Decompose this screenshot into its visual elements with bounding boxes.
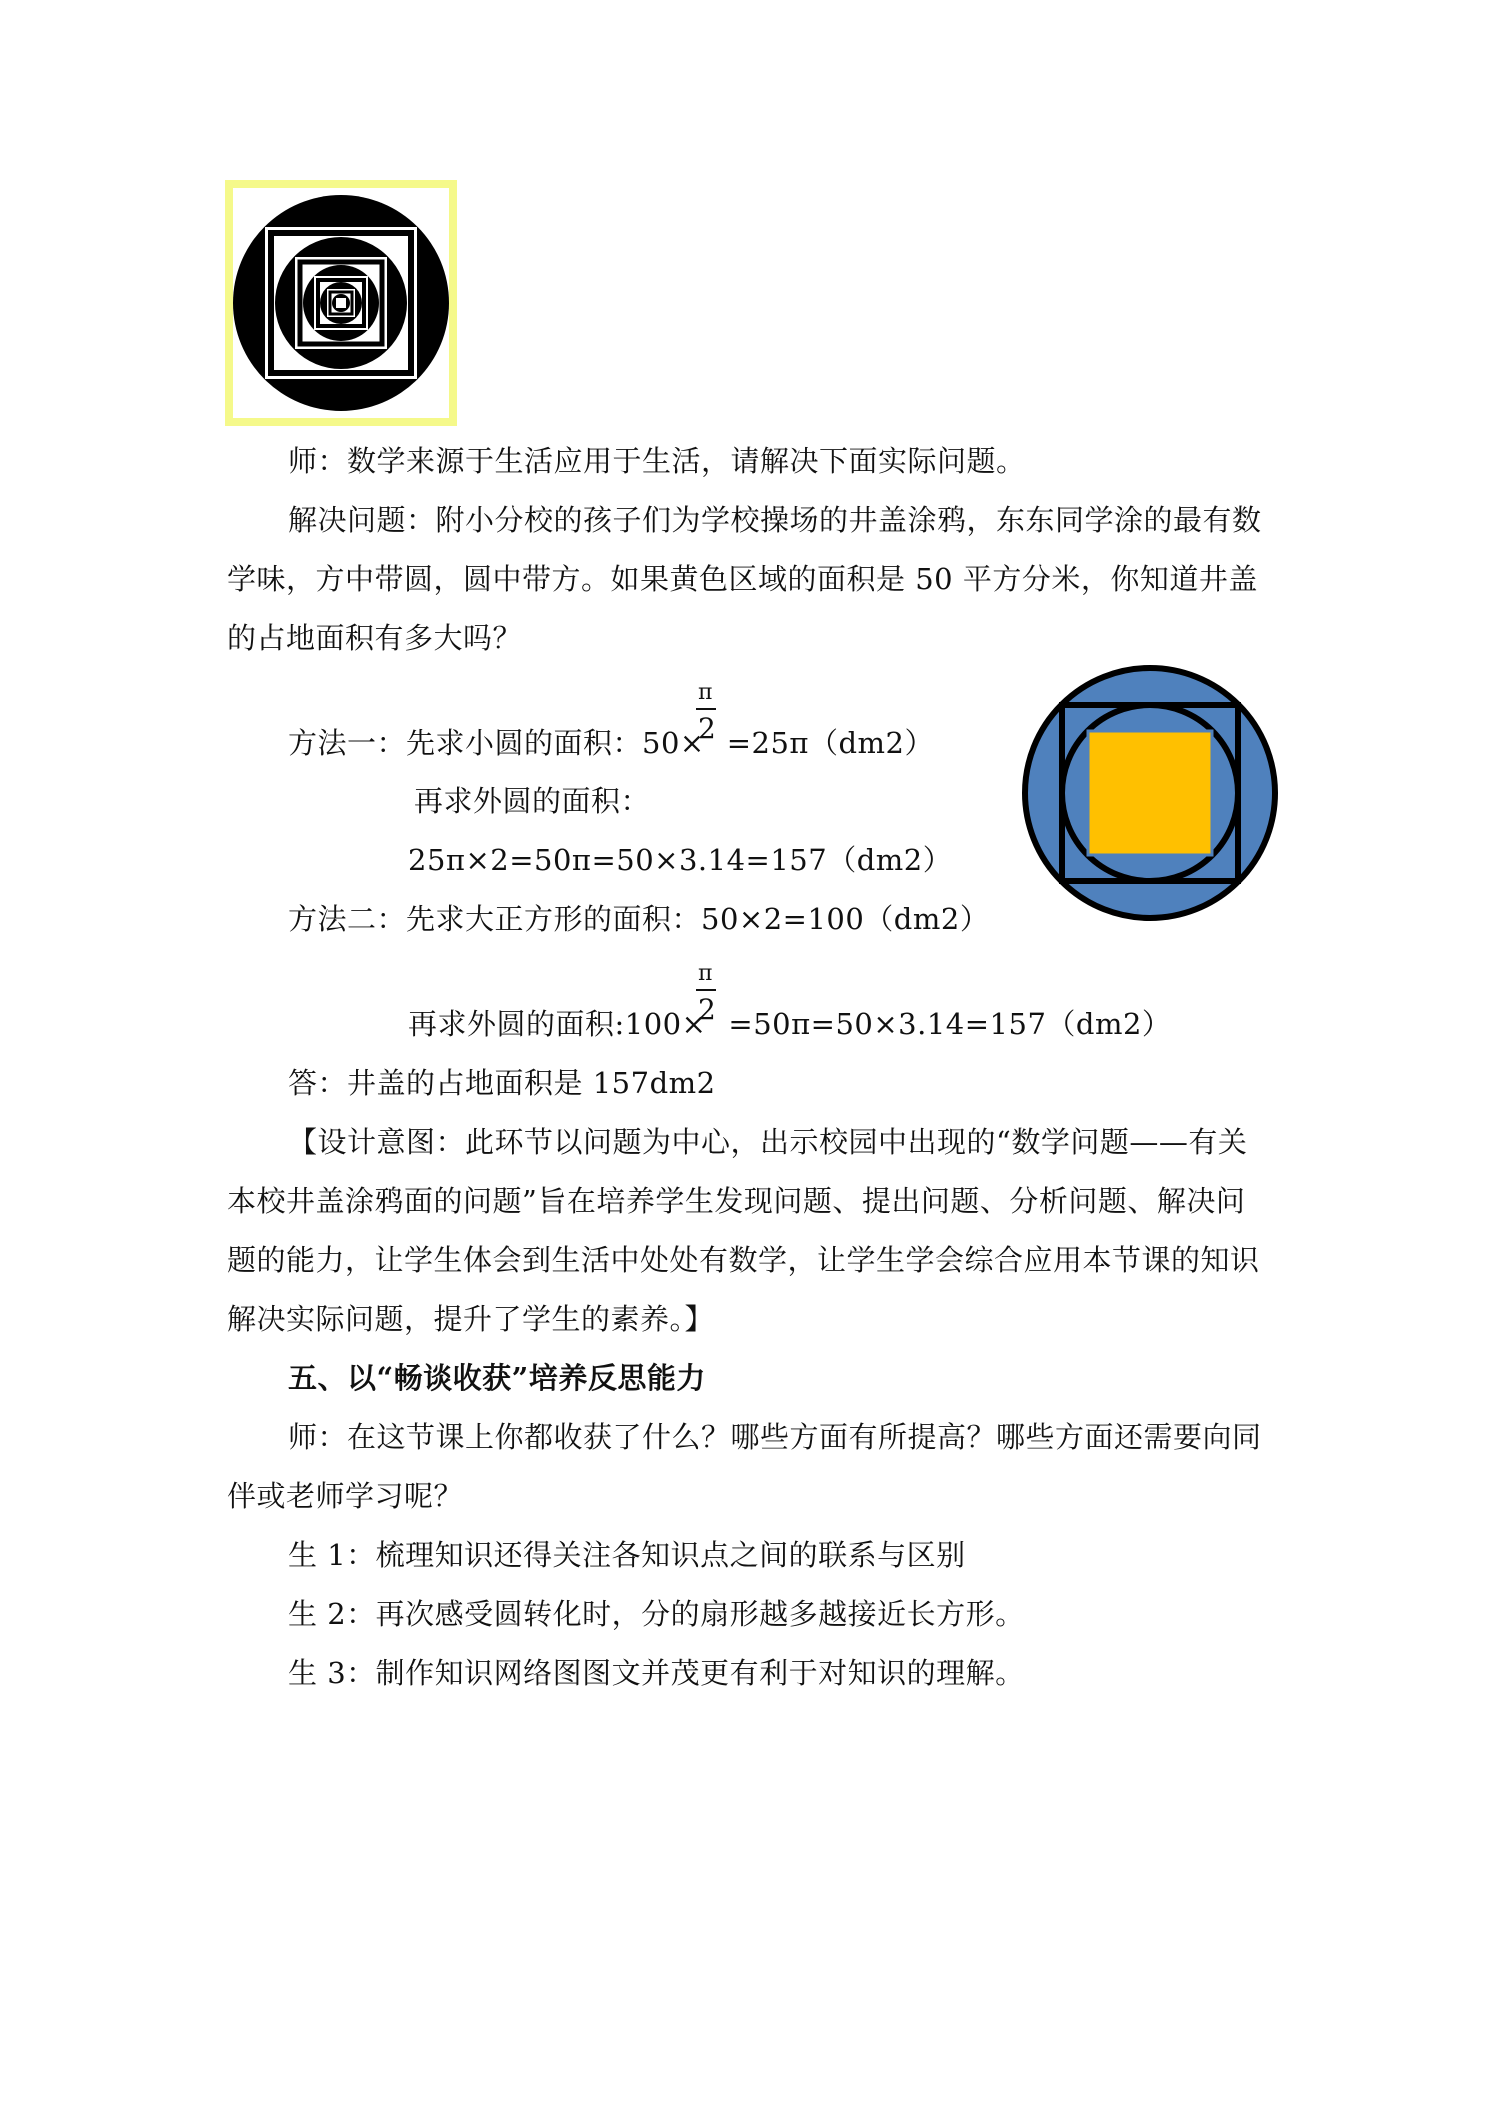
teacher-question-2: 伴或老师学习呢？: [227, 1479, 464, 1513]
circle-square-diagram: [1020, 663, 1280, 923]
method1-prefix: 方法一：先求小圆的面积：50×: [288, 726, 705, 760]
section-heading-5: 五、以“畅谈收获”培养反思能力: [288, 1361, 706, 1395]
method1-step2: 再求外圆的面积：: [414, 784, 651, 818]
graffiti-pattern-svg: [225, 180, 457, 426]
design-intent-2: 本校井盖涂鸦面的问题”旨在培养学生发现问题、提出问题、分析问题、解决问: [227, 1184, 1246, 1218]
problem-line-3: 的占地面积有多大吗？: [227, 621, 523, 655]
method1-calc: 25π×2=50π=50×3.14=157（dm2）: [408, 843, 953, 877]
method2-step2: [408, 995, 1171, 1053]
fraction-two-1: 2: [698, 712, 716, 745]
yellow-square: [1088, 731, 1212, 855]
method2-prefix: 再求外圆的面积:100×: [408, 1007, 707, 1041]
design-intent-3: 题的能力，让学生体会到生活中处处有数学，让学生学会综合应用本节课的知识: [227, 1243, 1260, 1277]
fraction-two-2: 2: [698, 993, 716, 1026]
student-answer-1: 生 1：梳理知识还得关注各知识点之间的联系与区别: [288, 1538, 966, 1572]
teacher-question-1: 师：在这节课上你都收获了什么？哪些方面有所提高？哪些方面还需要向同: [288, 1420, 1262, 1454]
method1-line: [288, 714, 934, 772]
design-intent-4: 解决实际问题，提升了学生的素养。】: [227, 1302, 715, 1336]
problem-line-1: 解决问题：附小分校的孩子们为学校操场的井盖涂鸦，东东同学涂的最有数: [288, 503, 1262, 537]
student-answer-2: 生 2：再次感受圆转化时，分的扇形越多越接近长方形。: [288, 1597, 1025, 1631]
fraction-pi-2: π: [698, 961, 713, 986]
fraction-pi-1: π: [698, 680, 713, 705]
answer-line: 答：井盖的占地面积是 157dm2: [288, 1066, 716, 1100]
fraction-bar-1: [696, 708, 716, 710]
fraction-bar-2: [696, 989, 716, 991]
method1-suffix: =25π（dm2）: [726, 726, 934, 760]
student-answer-3: 生 3：制作知识网络图图文并茂更有利于对知识的理解。: [288, 1656, 1025, 1690]
teacher-intro: 师：数学来源于生活应用于生活，请解决下面实际问题。: [288, 444, 1026, 478]
circle-square-svg: [1020, 663, 1280, 923]
method2-line: 方法二：先求大正方形的面积：50×2=100（dm2）: [288, 902, 990, 936]
problem-line-2: 学味，方中带圆，圆中带方。如果黄色区域的面积是 50 平方分米，你知道井盖: [227, 562, 1258, 596]
method2-suffix: =50π=50×3.14=157（dm2）: [728, 1007, 1172, 1041]
manhole-graffiti-image: [225, 180, 457, 426]
design-intent-1: 【设计意图：此环节以问题为中心，出示校园中出现的“数学问题——有关: [288, 1125, 1248, 1159]
